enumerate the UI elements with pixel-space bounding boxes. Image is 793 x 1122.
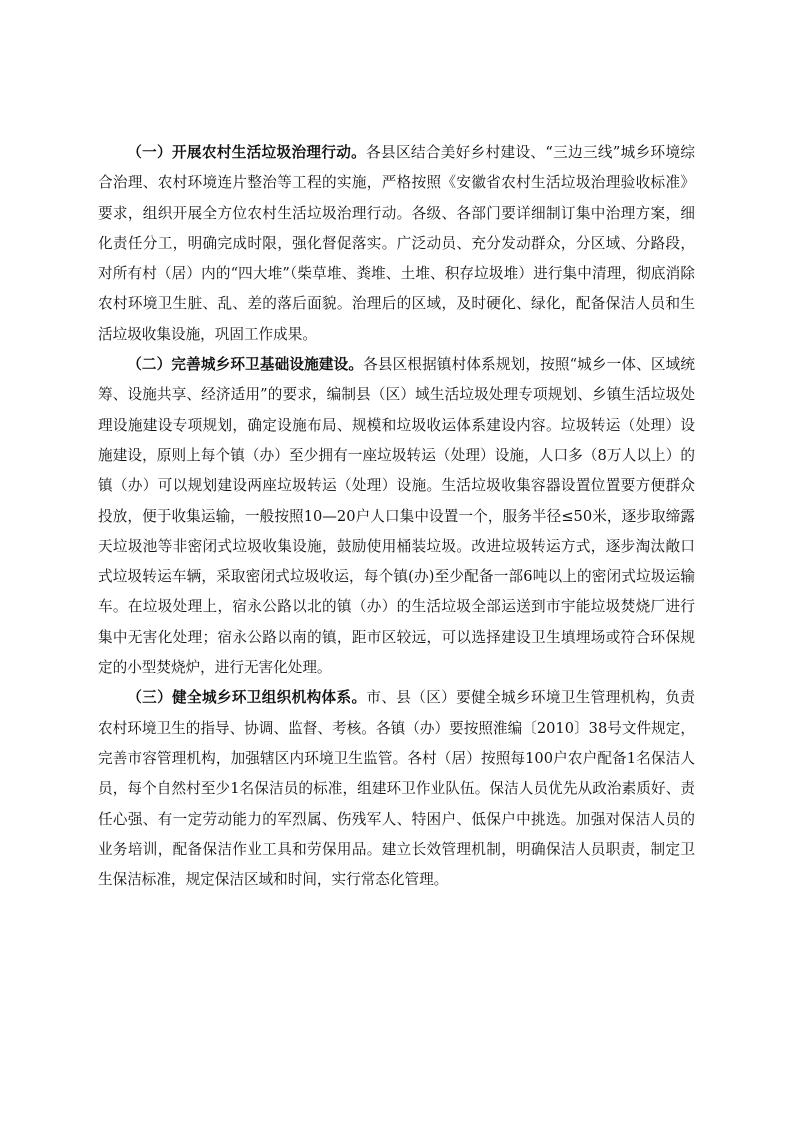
section-3-heading: （三）健全城乡环卫组织机构体系。 xyxy=(127,689,367,707)
section-3 xyxy=(98,683,695,895)
section-2-heading: （二）完善城乡环卫基础设施建设。 xyxy=(127,356,364,374)
section-2-body: 各县区根据镇村体系规划，按照“城乡一体、区域统筹、设施共享、经济适用”的要求，编制县（区）域生活垃圾处理专项规划、乡镇生活垃圾处理设施建设专项规划，确定设施布局、规模和垃圾收运体系建设内容。垃圾转运（处理）设施建设，原则上每个镇（办）至少拥有一座垃圾转运（处理）设施，人口多（8万人以上）的镇（办）可以规划建设两座垃圾转运（处理）设施。生活垃圾收集容器设置位置要方便群众投放，便于收集运输，一般按照10—20户人口集中设置一个，服务半径≤50米，逐步取缔露天垃圾池等非密闭式垃圾收集设施，鼓励使用桶装垃圾。改进垃圾转运方式，逐步淘汰敞口式垃圾转运车辆，采取密闭式垃圾收运，每个镇(办)至少配备一部6吨以上的密闭式垃圾运输车。在垃圾处理上，宿永公路以北的镇（办）的生活垃圾全部运送到市宇能垃圾焚烧厂进行集中无害化处理；宿永公路以南的镇，距市区较远，可以选择建设卫生填埋场或符合环保规定的小型焚烧炉，进行无害化处理。 xyxy=(98,356,695,677)
section-3-body: 市、县（区）要健全城乡环境卫生管理机构，负责农村环境卫生的指导、协调、监督、考核。各镇（办）要按照淮编〔2010〕38号文件规定，完善市容管理机构，加强辖区内环境卫生监管。各村（居）按照每100户农户配备1名保洁人员，每个自然村至少1名保洁员的标准，组建环卫作业队伍。保洁人员优先从政治素质好、责任心强、有一定劳动能力的军烈属、伤残军人、特困户、低保户中挑选。加强对保洁人员的业务培训，配备保洁作业工具和劳保用品。建立长效管理机制，明确保洁人员职责，制定卫生保洁标准，规定保洁区域和时间，实行常态化管理。 xyxy=(98,689,695,889)
section-1-body: 各县区结合美好乡村建设、“三边三线”城乡环境综合治理、农村环境连片整治等工程的实施，严格按照《安徽省农村生活垃圾治理验收标准》要求，组织开展全方位农村生活垃圾治理行动。各级、各部门要详细制订集中治理方案，细化责任分工，明确完成时限，强化督促落实。广泛动员、充分发动群众，分区域、分路段，对所有村（居）内的“四大堆”（柴草堆、粪堆、土堆、积存垃圾堆）进行集中清理，彻底消除农村环境卫生脏、乱、差的落后面貌。治理后的区域，及时硬化、绿化，配备保洁人员和生活垃圾收集设施，巩固工作成果。 xyxy=(98,144,695,343)
document-page xyxy=(98,138,695,895)
section-1 xyxy=(98,138,695,350)
section-1-heading: （一）开展农村生活垃圾治理行动。 xyxy=(127,144,367,161)
section-2 xyxy=(98,350,695,683)
